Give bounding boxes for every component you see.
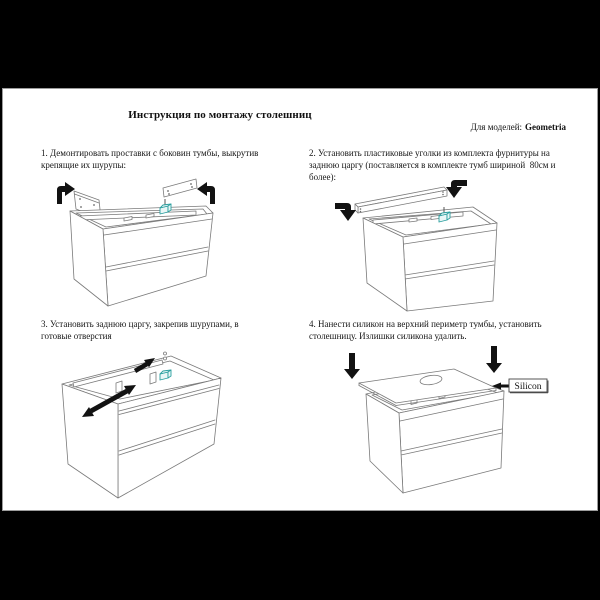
models-value: Geometria xyxy=(525,122,566,132)
press-down-arrow-left-icon xyxy=(344,353,360,379)
step-2-text: 2. Установить пластиковые уголки из комплекта фурнитуры на заднюю царгу (поставляется в комплекте тумб шириной 80см и более): xyxy=(309,148,558,182)
cabinet-drawing xyxy=(62,356,221,498)
remove-direction-arrow-left-icon xyxy=(57,182,75,204)
step-1-text: 1. Демонтировать проставки с боковин тумбы, выкрутив крепящие их шурупы: xyxy=(41,148,261,170)
step-3-diagram xyxy=(46,349,296,507)
step-1-diagram xyxy=(46,171,291,316)
cabinet-drawing xyxy=(363,207,497,311)
models-note xyxy=(471,122,566,132)
back-rail-part xyxy=(355,187,447,213)
install-direction-arrow-right-icon xyxy=(446,180,467,198)
models-label: Для моделей: xyxy=(470,122,523,132)
step-4-text: 4. Нанести силикон на верхний периметр тумбы, установить столешницу. Излишки силикона удалить. xyxy=(309,319,544,341)
install-direction-arrow-left-icon xyxy=(335,203,356,221)
cabinet-drawing xyxy=(70,206,213,306)
instruction-page xyxy=(2,88,598,511)
spacer-board-right xyxy=(163,179,197,197)
remove-direction-arrow-right-icon xyxy=(197,182,215,204)
step-4-diagram xyxy=(311,341,571,511)
press-down-arrow-right-icon xyxy=(486,346,502,373)
silicon-label: Silicon xyxy=(514,382,542,392)
screw-icon xyxy=(164,352,167,360)
step-2-diagram xyxy=(311,171,569,319)
step-3-text: 3. Установить заднюю царгу, закрепив шурупами, в готовые отверстия xyxy=(41,319,241,341)
page-title: Инструкция по монтажу столешниц xyxy=(128,109,312,121)
